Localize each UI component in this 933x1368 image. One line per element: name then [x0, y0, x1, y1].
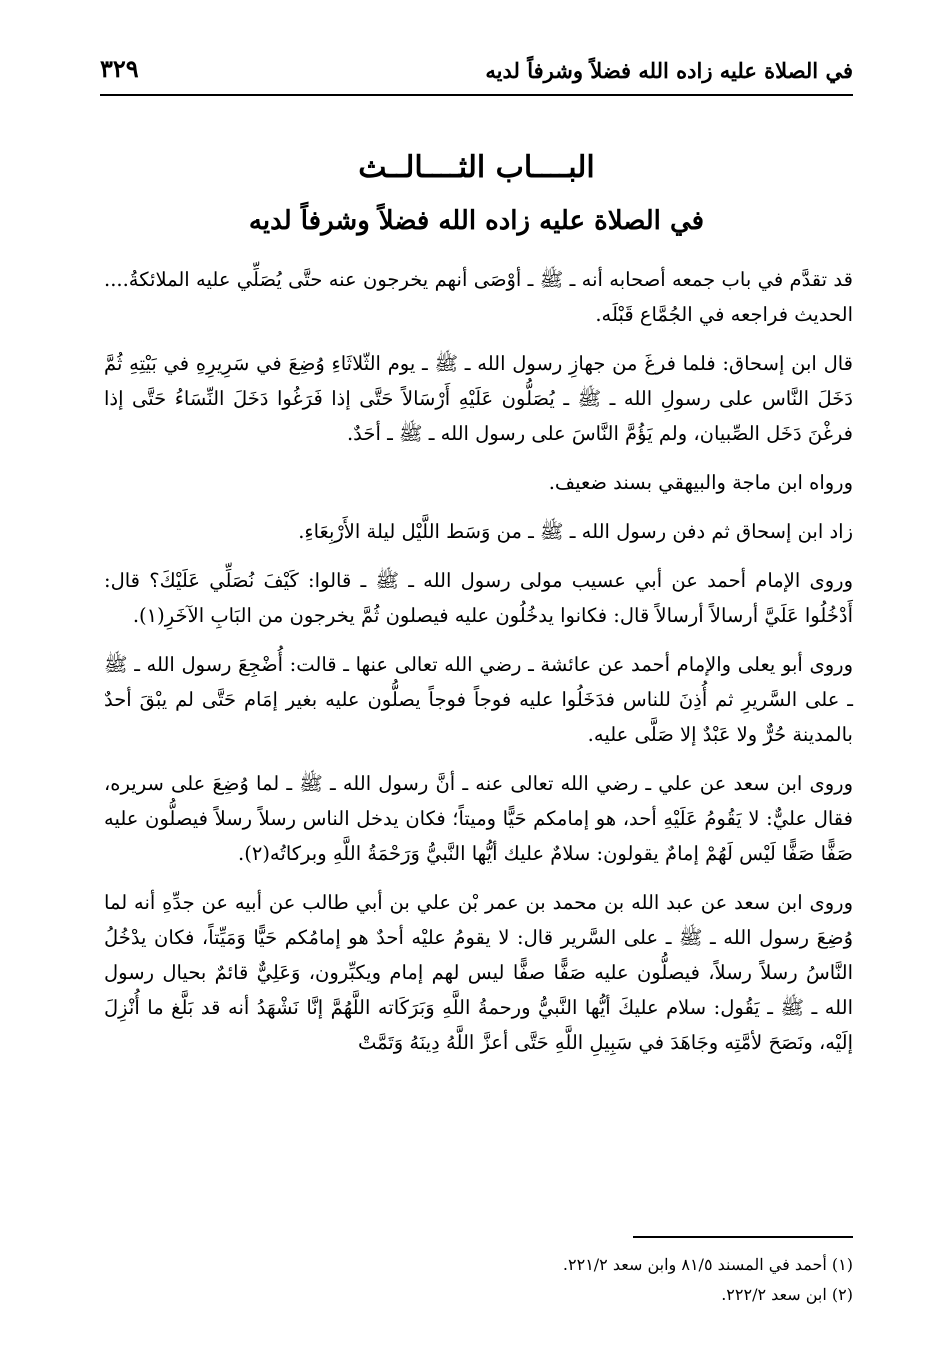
footnote: (٢) ابن سعد ٢٢٢/٢. — [721, 1285, 853, 1304]
paragraph: زاد ابن إسحاق ثم دفن رسول الله ـ ﷺ ـ من وَسَط اللَّيْل ليلة الأَرْبِعَاءِ. — [298, 520, 853, 543]
chapter-title: البــــاب الثــــالــث — [358, 150, 595, 185]
running-header — [100, 54, 853, 96]
chapter-subtitle: في الصلاة عليه زاده الله فضلاً وشرفاً لديه — [248, 206, 705, 236]
footnote: (١) أحمد في المسند ٨١/٥ وابن سعد ٢٢١/٢. — [562, 1255, 853, 1274]
paragraph: وروى أبو يعلى والإمام أحمد عن عائشة ـ رضي الله تعالى عنها ـ قالت: أُضْجِعَ رسول الله ـ ﷺ ـ على السَّريرِ ثم أُذِنَ للناس فدَخَلُوا عليه فوجاً فوجاً يصلُّون عليه بغير إمَام حَتَّى لم يبْقَ أحدٌ بالمدينة حُرٌّ ولا عَبْدٌ إلا صَلَّى عليه. — [104, 653, 853, 746]
footnotes — [104, 1250, 853, 1310]
paragraph: وروى الإمام أحمد عن أبي عسيب مولى رسول الله ـ ﷺ ـ قالوا: كَيْفَ نُصَلِّي عَلَيْكَ؟ قال: أَدْخُلُوا عَلَيَّ أرسالاً أرسالاً قال: فكانوا يدخُلُون عليه فيصلون ثُمَّ يخرجون من البَابِ الآخَرِ(١). — [104, 569, 853, 627]
paragraph: قد تقدَّم في باب جمعه أصحابه أنه ـ ﷺ ـ أوْصَى أنهم يخرجون عنه حتَّى يُصَلِّي عليه الملائكةُ.... الحديث فراجعه في الجُمَّاع قَبْلَه. — [104, 268, 853, 326]
running-header-title: في الصلاة عليه زاده الله فضلاً وشرفاً لديه — [485, 58, 853, 83]
paragraph: وروى ابن سعد عن عبد الله بن محمد بن عمر بْن علي بن أبي طالب عن أبيه عن جدِّهِ أنه لما وُضِعَ رسول الله ـ ﷺ ـ على السَّرير قال: لا يقومُ عليْه أحدٌ هو إمامُكم حَيًّا وَمَيِّتاً، فكان يدْخُلُ النَّاسُ رسلاً رسلاً، فيصلُّون عليه صَفًّا صفًّا ليس لهم إمام ويكبِّرون، وَعَلِيٌّ قائمٌ بحيال رسول الله ـ ﷺ ـ يَقُول: سلام عليكَ أيُّها النَّبيُّ ورحمةُ اللَّهِ وَبَرَكَاته اللَّهُمَّ إنَّا نَشْهَدُ أنه قد بَلَّغ ما أُنْزِلَ إلَيْه، ونَصَحَ لأمَّتِه وجَاهَدَ في سَبِيلِ اللَّهِ حَتَّى أعزَّ اللَّهُ دِينَهُ وَتَمَّتْ — [104, 891, 853, 1054]
body-text — [104, 262, 853, 1074]
paragraph: وروى ابن سعد عن علي ـ رضي الله تعالى عنه ـ أنَّ رسول الله ـ ﷺ ـ لما وُضِعَ على سريره، فقال عليٌّ: لا يَقُومُ عَلَيْهِ أحد، هو إمامكم حَيًّا وميتاً؛ فكان يدخل الناس رسلاً رسلاً فيصلُّون عليه صَفًّا صَفًّا لَيْس لَهُمْ إمامٌ يقولون: سلامٌ عليك أيُّها النَّبيُّ وَرَحْمَةُ اللَّهِ وبركاتُه(٢). — [104, 772, 853, 865]
footnote-divider — [633, 1236, 853, 1238]
paragraph: قال ابن إسحاق: فلما فرغَ من جهازِ رسول الله ـ ﷺ ـ يوم الثّلاثَاءِ وُضِعَ في سَرِيرِهِ في بَيْتِهِ ثُمَّ دَخَلَ النَّاس على رسولِ الله ـ ﷺ ـ يُصَلُّون عَلَيْهِ أَرْسَالاً حَتَّى إذا فَرَغُوا دَخَلَ النِّسَاءُ حَتَّى إذا فرغْنَ دَخَل الصِّبيان، ولم يَؤُمَّ النَّاسَ على رسول الله ـ ﷺ ـ أحَدٌ. — [104, 352, 853, 445]
page-number: ٣٢٩ — [100, 54, 139, 83]
paragraph: ورواه ابن ماجة والبيهقي بسند ضعيف. — [548, 471, 853, 494]
